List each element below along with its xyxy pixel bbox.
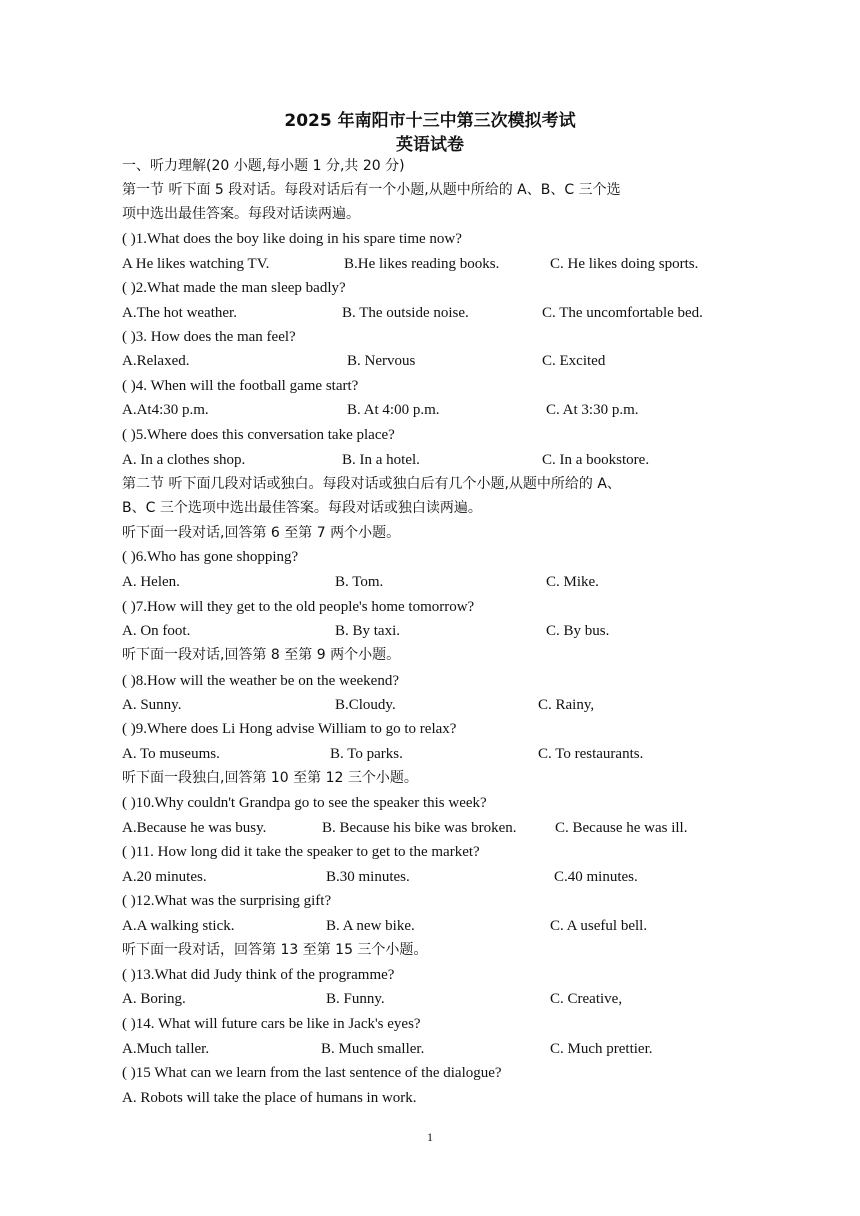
option-c: C. He likes doing sports.: [550, 256, 699, 272]
option-b: B. Much smaller.: [321, 1041, 425, 1057]
option-b: B. At 4:00 p.m.: [347, 402, 440, 418]
option-a: A.The hot weather.: [122, 305, 237, 321]
option-c: C. A useful bell.: [550, 918, 648, 934]
option-a: A.Much taller.: [122, 1041, 210, 1057]
group-heading-10-12: 听下面一段独白,回答第 10 至第 12 三个小题。: [122, 770, 418, 786]
option-b: B. Because his bike was broken.: [322, 820, 517, 836]
question-15: ( )15 What can we learn from the last sentence of the dialogue?: [122, 1065, 502, 1081]
part2-instruction-line1: 第二节 听下面几段对话或独白。每段对话或独白后有几个小题,从题中所给的 A、: [122, 476, 621, 492]
option-a: A. Sunny.: [122, 697, 182, 713]
option-b: B. Tom.: [335, 574, 384, 590]
option-c: C. The uncomfortable bed.: [542, 305, 703, 321]
option-c: C. At 3:30 p.m.: [546, 402, 639, 418]
option-c: C. Because he was ill.: [555, 820, 688, 836]
option-a: A.Relaxed.: [122, 353, 190, 369]
question-11: ( )11. How long did it take the speaker to get to the market?: [122, 844, 480, 860]
option-a: A. To museums.: [122, 746, 220, 762]
part2-instruction-line2: B、C 三个选项中选出最佳答案。每段对话或独白读两遍。: [122, 500, 482, 516]
part1-instruction-line2: 项中选出最佳答案。每段对话读两遍。: [122, 206, 360, 222]
option-b: B.30 minutes.: [326, 869, 410, 885]
option-b: B. Funny.: [326, 991, 385, 1007]
option-a: A.At4:30 p.m.: [122, 402, 209, 418]
option-a: A. In a clothes shop.: [122, 452, 246, 468]
option-c: C. To restaurants.: [538, 746, 644, 762]
question-8: ( )8.How will the weather be on the weekend?: [122, 673, 399, 689]
question-9: ( )9.Where does Li Hong advise William to go to relax?: [122, 721, 457, 737]
question-5: ( )5.Where does this conversation take place?: [122, 427, 395, 443]
option-b: B. Nervous: [347, 353, 416, 369]
group-heading-13-15: 听下面一段对话，回答第 13 至第 15 三个小题。: [122, 942, 428, 958]
option-a: A. Helen.: [122, 574, 180, 590]
question-10: ( )10.Why couldn't Grandpa go to see the speaker this week?: [122, 795, 487, 811]
question-7: ( )7.How will they get to the old people's home tomorrow?: [122, 599, 475, 615]
option-b: B. By taxi.: [335, 623, 401, 639]
page-number: 1: [427, 1130, 433, 1144]
question-2: ( )2.What made the man sleep badly?: [122, 280, 346, 296]
option-a: A.A walking stick.: [122, 918, 235, 934]
question-14: ( )14. What will future cars be like in Jack's eyes?: [122, 1016, 421, 1032]
option-a: A He likes watching TV.: [122, 256, 270, 272]
option-b: B.Cloudy.: [335, 697, 396, 713]
option-c: C. Excited: [542, 353, 606, 369]
option-c: C. Much prettier.: [550, 1041, 653, 1057]
option-c: C. Rainy,: [538, 697, 595, 713]
question-4: ( )4. When will the football game start?: [122, 378, 359, 394]
question-6: ( )6.Who has gone shopping?: [122, 549, 299, 565]
question-3: ( )3. How does the man feel?: [122, 329, 296, 345]
section-heading: 一、听力理解(20 小题,每小题 1 分,共 20 分): [122, 158, 405, 174]
option-b: B. To parks.: [330, 746, 403, 762]
option-15-a: A. Robots will take the place of humans in work.: [122, 1090, 417, 1106]
exam-title: 2025 年南阳市十三中第三次模拟考试: [284, 111, 576, 131]
option-b: B. A new bike.: [326, 918, 415, 934]
option-a: A. On foot.: [122, 623, 191, 639]
option-a: A. Boring.: [122, 991, 186, 1007]
option-c: C. Creative,: [550, 991, 623, 1007]
option-a: A.20 minutes.: [122, 869, 207, 885]
part1-instruction-line1: 第一节 听下面 5 段对话。每段对话后有一个小题,从题中所给的 A、B、C 三个选: [122, 182, 621, 198]
option-a: A.Because he was busy.: [122, 820, 267, 836]
option-c: C. In a bookstore.: [542, 452, 650, 468]
question-1: ( )1.What does the boy like doing in his spare time now?: [122, 231, 462, 247]
option-b: B. The outside noise.: [342, 305, 469, 321]
exam-subtitle: 英语试卷: [396, 135, 464, 155]
option-b: B. In a hotel.: [342, 452, 420, 468]
option-c: C. By bus.: [546, 623, 610, 639]
question-13: ( )13.What did Judy think of the programme?: [122, 967, 395, 983]
question-12: ( )12.What was the surprising gift?: [122, 893, 332, 909]
group-heading-8-9: 听下面一段对话,回答第 8 至第 9 两个小题。: [122, 647, 401, 663]
option-c: C.40 minutes.: [554, 869, 638, 885]
group-heading-6-7: 听下面一段对话,回答第 6 至第 7 两个小题。: [122, 525, 401, 541]
option-c: C. Mike.: [546, 574, 599, 590]
option-b: B.He likes reading books.: [344, 256, 500, 272]
